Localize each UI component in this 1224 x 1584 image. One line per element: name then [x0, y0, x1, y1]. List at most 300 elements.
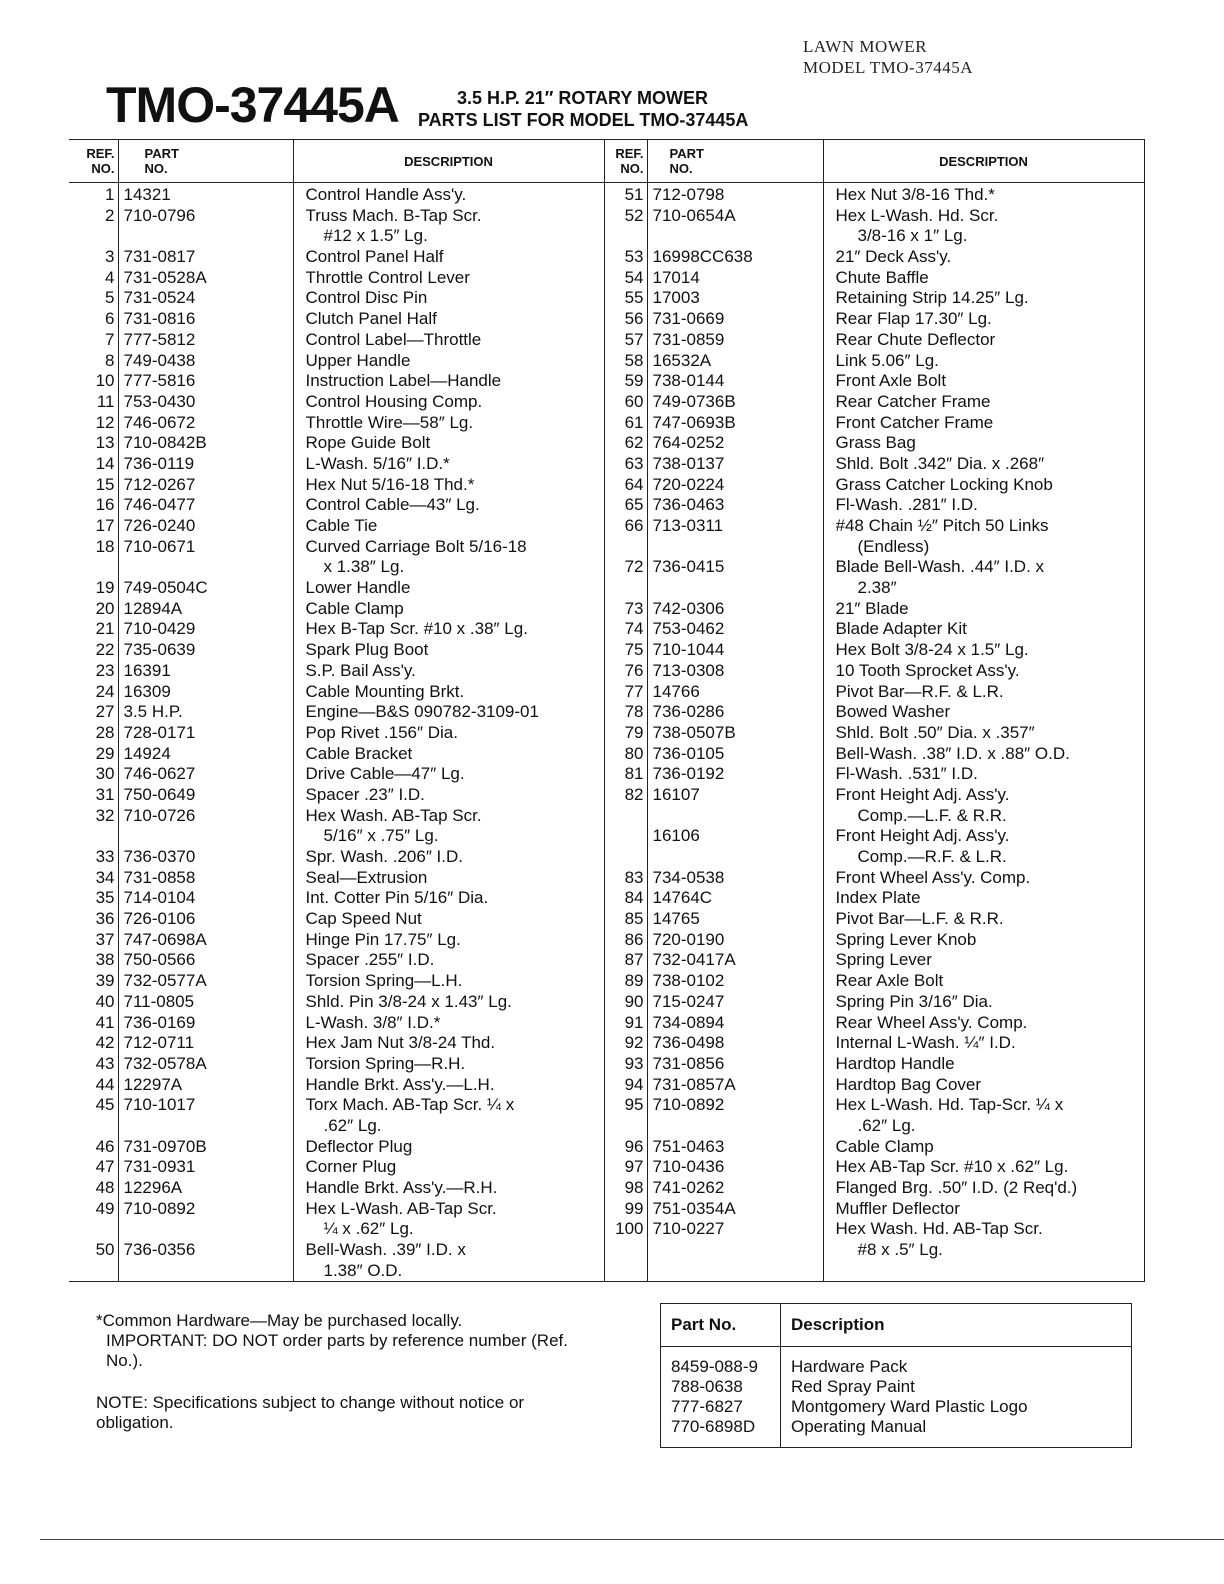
part-number: 731-0524	[123, 288, 196, 308]
part-number: 712-0711	[123, 1033, 195, 1053]
ref-number: 13	[95, 433, 115, 453]
part-description: Front Catcher Frame	[835, 412, 994, 432]
additional-parts-table	[660, 1303, 1132, 1448]
part-number: 731-0528A	[123, 267, 207, 287]
part-no-header-right: PART NO.	[647, 140, 823, 183]
part-number: 731-0857A	[652, 1074, 736, 1094]
part-description: Spring Lever	[835, 950, 932, 970]
corner-note-line-1: LAWN MOWER	[803, 37, 928, 56]
ref-number: 87	[624, 950, 644, 970]
ref-number: 84	[624, 888, 644, 908]
row-spacer	[653, 1116, 822, 1137]
part-description-continued: .62″ Lg.	[857, 1115, 916, 1135]
part-description: Torx Mach. AB-Tap Scr. ¼ x	[305, 1095, 515, 1115]
part-description: Hardtop Handle	[835, 1053, 955, 1073]
ref-number: 86	[624, 929, 644, 949]
part-number: 738-0144	[652, 371, 725, 391]
row-spacer	[606, 1240, 644, 1261]
part-number: 710-0892	[652, 1095, 725, 1115]
part-description: Int. Cotter Pin 5/16″ Dia.	[305, 888, 489, 908]
part-description: Hex L-Wash. Hd. Scr.	[835, 205, 999, 225]
row-spacer	[70, 826, 115, 847]
part-number: 710-0671	[123, 536, 196, 556]
ref-number: 11	[96, 391, 115, 411]
part-description: Control Cable—43″ Lg.	[305, 495, 480, 515]
row-spacer	[124, 1116, 292, 1137]
part-number: 734-0538	[652, 867, 725, 887]
ref-number: 91	[624, 1012, 644, 1032]
row-spacer	[653, 806, 822, 827]
part-number: 14764C	[652, 888, 713, 908]
part-number: 14924	[123, 743, 171, 763]
part-description: Upper Handle	[305, 350, 411, 370]
additional-description-column	[781, 1347, 1132, 1448]
ref-number: 5	[105, 288, 115, 308]
part-number: 720-0190	[652, 929, 725, 949]
ref-number: 32	[95, 805, 115, 825]
part-description-continued: x 1.38″ Lg.	[323, 557, 405, 577]
part-description: Bell-Wash. .39″ I.D. x	[305, 1240, 466, 1260]
part-number: 777-5812	[123, 329, 196, 349]
row-spacer	[124, 557, 292, 578]
ref-number: 94	[624, 1074, 644, 1094]
part-number: 16106	[652, 826, 700, 846]
part-description: Internal L-Wash. ¼″ I.D.	[835, 1033, 1016, 1053]
part-number: 726-0240	[123, 516, 196, 535]
part-number: 12297A	[123, 1074, 183, 1094]
row-spacer	[606, 847, 644, 868]
part-description: Index Plate	[835, 888, 921, 908]
part-description: Rear Axle Bolt	[835, 971, 944, 991]
part-description: Pivot Bar—L.F. & R.R.	[835, 909, 1004, 929]
part-description: L-Wash. 3/8″ I.D.*	[305, 1012, 441, 1032]
ref-number: 49	[95, 1198, 115, 1218]
ref-number: 24	[95, 681, 115, 701]
part-description: Bowed Washer	[835, 702, 951, 722]
left-ref-column	[69, 183, 118, 1282]
ref-number: 2	[105, 205, 115, 225]
part-number: 731-0931	[123, 1157, 196, 1177]
part-number: 735-0639	[123, 640, 196, 660]
part-description: Rear Catcher Frame	[835, 391, 991, 411]
part-number: 710-0726	[123, 805, 196, 825]
ref-number: 1	[105, 185, 115, 204]
ref-number: 61	[624, 412, 644, 432]
part-number: 741-0262	[652, 1178, 725, 1197]
ref-number: 63	[624, 453, 644, 473]
description-header-right: DESCRIPTION	[823, 140, 1144, 183]
additional-part-description: Montgomery Ward Plastic Logo	[791, 1397, 1028, 1416]
part-number: 710-0842B	[123, 433, 207, 453]
ref-number: 17	[95, 516, 115, 535]
row-spacer	[653, 226, 822, 247]
part-number: 736-0356	[123, 1240, 196, 1260]
part-description: Fl-Wash. .531″ I.D.	[835, 764, 978, 784]
ref-number: 92	[624, 1033, 644, 1053]
part-description: Shld. Pin 3/8-24 x 1.43″ Lg.	[305, 991, 512, 1011]
part-description: Grass Bag	[835, 433, 916, 453]
ref-number: 50	[95, 1240, 115, 1260]
part-number: 746-0672	[123, 412, 196, 432]
part-description: Torsion Spring—L.H.	[305, 971, 463, 991]
ref-number: 85	[624, 909, 644, 929]
row-spacer	[124, 1219, 292, 1240]
ref-number: 46	[95, 1136, 115, 1156]
part-number: 710-1044	[652, 640, 725, 660]
ref-number: 89	[624, 971, 644, 991]
ref-number: 51	[624, 185, 644, 204]
part-description: Drive Cable—47″ Lg.	[305, 764, 465, 784]
part-description: Cap Speed Nut	[305, 909, 422, 929]
part-number: 12894A	[123, 598, 183, 618]
part-description: Truss Mach. B-Tap Scr.	[305, 205, 482, 225]
ref-number: 27	[95, 702, 115, 722]
part-number: 753-0462	[652, 619, 725, 639]
ref-number: 83	[624, 867, 644, 887]
part-description: Cable Mounting Brkt.	[305, 681, 465, 701]
ref-number: 96	[624, 1136, 644, 1156]
part-description: Rope Guide Bolt	[305, 433, 431, 453]
part-description-continued: 5/16″ x .75″ Lg.	[323, 826, 439, 846]
part-description: Fl-Wash. .281″ I.D.	[835, 495, 978, 515]
part-description: Instruction Label—Handle	[305, 371, 502, 391]
ref-number: 47	[95, 1157, 115, 1177]
part-number: 736-0463	[652, 495, 725, 515]
ref-number: 21	[95, 619, 115, 639]
part-number: 738-0102	[652, 971, 725, 991]
ref-number: 42	[95, 1033, 115, 1053]
parts-list-subtitle	[418, 87, 748, 131]
subtitle-line-2: PARTS LIST FOR MODEL TMO-37445A	[418, 110, 749, 130]
ref-number: 97	[624, 1157, 644, 1177]
ref-number: 39	[95, 971, 115, 991]
part-description-continued: #12 x 1.5″ Lg.	[323, 226, 428, 246]
part-number: 734-0894	[652, 1012, 725, 1032]
ref-number: 99	[624, 1198, 644, 1218]
bottom-rule	[40, 1539, 1224, 1540]
ref-number: 19	[95, 578, 115, 598]
part-description: Hinge Pin 17.75″ Lg.	[305, 929, 461, 949]
part-number: 714-0104	[123, 888, 196, 908]
ref-number: 30	[95, 764, 115, 784]
part-description: Blade Adapter Kit	[835, 619, 967, 639]
ref-number: 54	[624, 267, 644, 287]
part-description: Hex Jam Nut 3/8-24 Thd.	[305, 1033, 496, 1053]
part-description: Handle Brkt. Ass'y.—L.H.	[305, 1074, 495, 1094]
part-number: 731-0816	[123, 309, 196, 329]
part-description-continued: 3/8-16 x 1″ Lg.	[857, 226, 968, 246]
part-description: Deflector Plug	[305, 1136, 413, 1156]
part-number: 12296A	[123, 1178, 183, 1197]
ref-number: 33	[95, 847, 115, 866]
part-description: Cable Clamp	[305, 598, 404, 618]
ref-number: 10	[95, 371, 115, 391]
part-description: Clutch Panel Half	[305, 309, 437, 329]
ref-number: 79	[624, 722, 644, 742]
part-number: 14766	[652, 681, 700, 701]
additional-part-number: 8459-088-9	[671, 1357, 758, 1376]
ref-number: 34	[95, 867, 115, 887]
part-description: Control Label—Throttle	[305, 329, 482, 349]
part-description: Curved Carriage Bolt 5/16-18	[305, 536, 527, 556]
ref-number: 44	[95, 1074, 115, 1094]
part-number: 726-0106	[123, 909, 196, 929]
ref-number: 59	[624, 371, 644, 391]
part-description: Hex Nut 5/16-18 Thd.*	[305, 474, 475, 494]
part-number: 720-0224	[652, 474, 725, 494]
part-description-continued: (Endless)	[857, 536, 930, 556]
ref-number: 81	[624, 764, 644, 784]
row-spacer	[70, 557, 115, 578]
ref-number: 7	[105, 329, 115, 349]
ref-number: 60	[624, 391, 644, 411]
part-number: 710-0429	[123, 619, 196, 639]
part-number: 746-0477	[123, 495, 196, 515]
part-number: 736-0192	[652, 764, 725, 784]
part-description: Cable Clamp	[835, 1136, 934, 1156]
part-number: 732-0578A	[123, 1053, 207, 1073]
left-part-column	[118, 183, 293, 1282]
part-number: 14765	[652, 909, 700, 929]
part-number: 710-1017	[123, 1095, 196, 1115]
parts-table-header	[69, 140, 1144, 183]
row-spacer	[606, 578, 644, 599]
ref-number: 12	[95, 412, 115, 432]
ref-number: 57	[624, 329, 644, 349]
part-number: 16998CC638	[652, 247, 753, 267]
additional-part-no-column	[661, 1347, 781, 1448]
part-number: 16107	[652, 784, 700, 804]
part-description: Hex Nut 3/8-16 Thd.*	[835, 185, 995, 204]
ref-number: 41	[95, 1012, 115, 1032]
part-number: 712-0798	[652, 185, 725, 204]
part-number: 713-0308	[652, 660, 725, 680]
part-description: S.P. Bail Ass'y.	[305, 660, 416, 680]
part-number: 17014	[652, 267, 700, 287]
ref-number: 4	[105, 267, 115, 287]
row-spacer	[653, 578, 822, 599]
part-number: 715-0247	[652, 991, 725, 1011]
part-number: 746-0627	[123, 764, 196, 784]
part-description: Spark Plug Boot	[305, 640, 429, 660]
part-number: 711-0805	[123, 991, 195, 1011]
important-note: IMPORTANT: DO NOT order parts by reference number (Ref. No.).	[106, 1331, 568, 1370]
part-number: 738-0507B	[652, 722, 736, 742]
ref-number: 48	[95, 1178, 115, 1197]
part-description: Rear Chute Deflector	[835, 329, 996, 349]
part-number: 710-0796	[123, 205, 196, 225]
row-spacer	[70, 226, 115, 247]
additional-parts-body	[661, 1347, 1132, 1448]
part-description-continued: .62″ Lg.	[323, 1115, 382, 1135]
part-number: 732-0417A	[652, 950, 736, 970]
description-header-left: DESCRIPTION	[293, 140, 604, 183]
part-description: Front Height Adj. Ass'y.	[835, 826, 1010, 846]
part-description: Spring Lever Knob	[835, 929, 977, 949]
part-number: 736-0370	[123, 847, 196, 866]
part-no-header-left: PART NO.	[118, 140, 293, 183]
part-description: Grass Catcher Locking Knob	[835, 474, 1053, 494]
row-spacer	[606, 537, 644, 558]
ref-number: 55	[624, 288, 644, 308]
ref-number: 66	[624, 516, 644, 535]
ref-number: 3	[105, 247, 115, 267]
specifications-note: NOTE: Specifications subject to change without notice or obligation.	[96, 1393, 525, 1432]
part-number: 736-0498	[652, 1033, 725, 1053]
part-description: Hex Bolt 3/8-24 x 1.5″ Lg.	[835, 640, 1029, 660]
part-description: Retaining Strip 14.25″ Lg.	[835, 288, 1029, 308]
part-number: 764-0252	[652, 433, 725, 453]
part-number: 713-0311	[652, 516, 724, 535]
additional-part-number: 770-6898D	[671, 1417, 756, 1436]
ref-number: 45	[95, 1095, 115, 1115]
part-description: Hex Wash. Hd. AB-Tap Scr.	[835, 1219, 1043, 1239]
part-number: 750-0566	[123, 950, 196, 970]
ref-number: 6	[105, 309, 115, 329]
part-description: Control Housing Comp.	[305, 391, 483, 411]
model-number-heading: TMO-37445A	[106, 77, 399, 133]
row-spacer	[70, 1116, 115, 1137]
ref-number: 29	[95, 743, 115, 763]
part-description: Cable Tie	[305, 516, 378, 535]
part-description: Shld. Bolt .342″ Dia. x .268″	[835, 453, 1045, 473]
part-number: 736-0119	[123, 453, 195, 473]
part-number: 731-0858	[123, 867, 196, 887]
part-number: 749-0438	[123, 350, 196, 370]
part-number: 736-0105	[652, 743, 725, 763]
part-number: 731-0856	[652, 1053, 725, 1073]
part-description: 10 Tooth Sprocket Ass'y.	[835, 660, 1020, 680]
part-number: 16532A	[652, 350, 712, 370]
additional-part-number: 777-6827	[671, 1397, 743, 1416]
left-description-column	[293, 183, 604, 1282]
footnotes	[96, 1311, 571, 1433]
part-description-continued: Comp.—R.F. & L.R.	[857, 847, 1007, 866]
ref-number: 64	[624, 474, 644, 494]
part-number: 777-5816	[123, 371, 196, 391]
part-description: Torsion Spring—R.H.	[305, 1053, 466, 1073]
part-description: L-Wash. 5/16″ I.D.*	[305, 453, 450, 473]
part-number: 710-0654A	[652, 205, 736, 225]
part-description: Hex Wash. AB-Tap Scr.	[305, 805, 482, 825]
part-description: Seal—Extrusion	[305, 867, 428, 887]
subtitle-line-1: 3.5 H.P. 21″ ROTARY MOWER	[457, 88, 709, 108]
ref-number: 53	[624, 247, 644, 267]
part-number: 751-0463	[652, 1136, 725, 1156]
part-number: 710-0227	[652, 1219, 725, 1239]
ref-number: 58	[624, 350, 644, 370]
part-description: Hardtop Bag Cover	[835, 1074, 982, 1094]
ref-number: 72	[624, 557, 644, 577]
part-number: 3.5 H.P.	[123, 702, 183, 722]
row-spacer	[124, 826, 292, 847]
additional-part-number: 788-0638	[671, 1377, 743, 1396]
footnote-hardware	[96, 1311, 571, 1371]
part-description: Spacer .255″ I.D.	[305, 950, 435, 970]
part-description: Hex AB-Tap Scr. #10 x .62″ Lg.	[835, 1157, 1069, 1177]
part-description: Front Wheel Ass'y. Comp.	[835, 867, 1031, 887]
right-ref-column	[604, 183, 647, 1282]
ref-number: 75	[624, 640, 644, 660]
row-spacer	[70, 1261, 115, 1282]
part-description: Shld. Bolt .50″ Dia. x .357″	[835, 722, 1035, 742]
ref-number: 76	[624, 660, 644, 680]
part-description: Pivot Bar—R.F. & L.R.	[835, 681, 1004, 701]
part-number: 731-0859	[652, 329, 725, 349]
row-spacer	[653, 847, 822, 868]
part-description-continued: #8 x .5″ Lg.	[857, 1240, 943, 1260]
part-number: 731-0970B	[123, 1136, 207, 1156]
ref-number: 62	[624, 433, 644, 453]
part-number: 710-0892	[123, 1198, 196, 1218]
corner-note-line-2: MODEL TMO-37445A	[803, 58, 973, 77]
parts-table	[69, 139, 1145, 1282]
part-description: Hex L-Wash. AB-Tap Scr.	[305, 1198, 497, 1218]
part-description: Blade Bell-Wash. .44″ I.D. x	[835, 557, 1045, 577]
part-description: Hex L-Wash. Hd. Tap-Scr. ¼ x	[835, 1095, 1064, 1115]
part-description: Rear Wheel Ass'y. Comp.	[835, 1012, 1028, 1032]
part-number: 14321	[123, 185, 171, 204]
row-spacer	[70, 1219, 115, 1240]
part-description: 21″ Deck Ass'y.	[835, 247, 952, 267]
ref-no-header-right: REF. NO.	[604, 140, 647, 183]
ref-number: 28	[95, 722, 115, 742]
part-description: #48 Chain ½″ Pitch 50 Links	[835, 516, 1049, 535]
part-number: 710-0436	[652, 1157, 725, 1177]
additional-part-description: Red Spray Paint	[791, 1377, 915, 1396]
part-description: Control Disc Pin	[305, 288, 428, 308]
row-spacer	[606, 1116, 644, 1137]
part-description-continued: ¼ x .62″ Lg.	[323, 1219, 414, 1239]
part-description: Bell-Wash. .38″ I.D. x .88″ O.D.	[835, 743, 1070, 763]
part-number: 747-0698A	[123, 929, 207, 949]
part-number: 736-0286	[652, 702, 725, 722]
part-description-continued: 1.38″ O.D.	[323, 1260, 403, 1280]
part-description: Flanged Brg. .50″ I.D. (2 Req'd.)	[835, 1178, 1078, 1197]
ref-number: 36	[95, 909, 115, 929]
part-no-header: Part No.	[661, 1304, 781, 1347]
part-description: Spr. Wash. .206″ I.D.	[305, 847, 464, 866]
part-number: 731-0669	[652, 309, 725, 329]
ref-number: 8	[105, 350, 115, 370]
part-number: 731-0817	[123, 247, 196, 267]
ref-number: 90	[624, 991, 644, 1011]
ref-number: 16	[95, 495, 115, 515]
parts-table-body	[69, 183, 1144, 1282]
ref-number: 52	[624, 205, 644, 225]
part-description-continued: 2.38″	[857, 578, 897, 598]
part-number: 747-0693B	[652, 412, 736, 432]
right-part-column	[647, 183, 823, 1282]
part-description: Throttle Wire—58″ Lg.	[305, 412, 474, 432]
part-number: 742-0306	[652, 598, 725, 618]
ref-number: 82	[624, 784, 644, 804]
ref-number: 31	[95, 784, 115, 804]
row-spacer	[124, 226, 292, 247]
part-description: Control Panel Half	[305, 247, 444, 267]
row-spacer	[653, 1240, 822, 1261]
common-hardware-note: *Common Hardware—May be purchased locally.	[96, 1311, 463, 1330]
part-description: Chute Baffle	[835, 267, 929, 287]
part-description: Rear Flap 17.30″ Lg.	[835, 309, 992, 329]
ref-number: 95	[624, 1095, 644, 1115]
ref-number: 93	[624, 1053, 644, 1073]
ref-number: 98	[624, 1178, 644, 1197]
part-description: Lower Handle	[305, 578, 411, 598]
part-number: 17003	[652, 288, 700, 308]
part-description: Front Height Adj. Ass'y.	[835, 784, 1010, 804]
ref-number: 78	[624, 702, 644, 722]
